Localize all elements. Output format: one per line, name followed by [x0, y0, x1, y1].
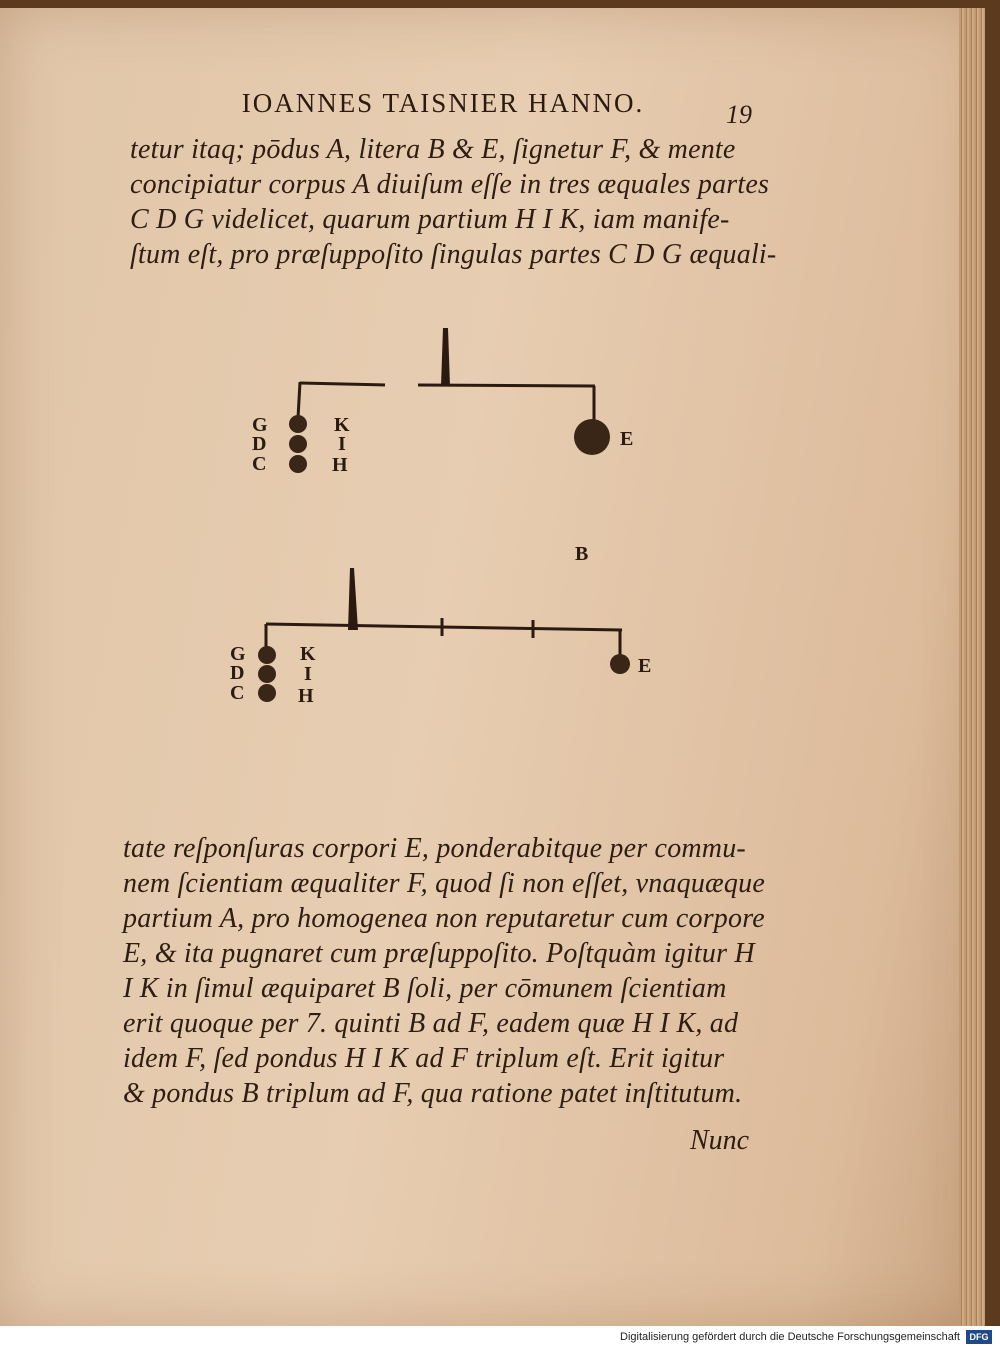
- footer-bar: [0, 1326, 1000, 1349]
- weight-c: [258, 684, 276, 702]
- string-left: [298, 382, 300, 418]
- label-d: D: [230, 662, 245, 684]
- footer-credit: Digitalisierung gefördert durch die Deutsche Forschungsgemeinschaft: [620, 1331, 960, 1343]
- label-i: I: [338, 433, 346, 455]
- text-line: E, & ita pugnaret cum præſuppoſito. Poſtquàm igitur H: [123, 938, 755, 969]
- beam-left: [300, 383, 385, 385]
- label-k: K: [300, 643, 316, 665]
- text-line: partium A, pro homogenea non reputaretur cum corpore: [123, 903, 765, 934]
- label-c: C: [252, 453, 267, 475]
- weight-d: [258, 665, 276, 683]
- fulcrum: [348, 568, 358, 630]
- weight-g: [289, 415, 307, 433]
- weight-e: [610, 654, 630, 674]
- balance-figure-1: [230, 308, 670, 488]
- dfg-logo-icon: DFG: [966, 1330, 992, 1344]
- page-number: 19: [726, 100, 752, 129]
- label-h: H: [298, 685, 314, 707]
- label-k: K: [334, 414, 350, 436]
- text-line: nem ſcientiam æqualiter F, quod ſi non eſſet, vnaquæque: [123, 868, 765, 899]
- catchword: Nunc: [690, 1125, 750, 1156]
- weight-g: [258, 646, 276, 664]
- weight-e: [574, 419, 610, 455]
- label-b: B: [575, 543, 589, 565]
- balance-figure-2: [220, 538, 680, 718]
- label-i: I: [304, 663, 312, 685]
- label-d: D: [252, 433, 267, 455]
- text-line: tate reſponſuras corpori E, ponderabitque per commu-: [123, 833, 746, 864]
- weight-c: [289, 455, 307, 473]
- paragraph-bottom: [123, 831, 765, 1111]
- paragraph-top: [130, 132, 776, 272]
- label-e: E: [638, 655, 652, 677]
- text-line: concipiatur corpus A diuiſum eſſe in tres æquales partes: [130, 169, 770, 200]
- text-line: tetur itaq; pōdus A, litera B & E, ſignetur F, & mente: [130, 134, 736, 165]
- page-edge: [959, 8, 985, 1326]
- text-line: idem F, ſed pondus H I K ad F triplum eſt. Erit igitur: [123, 1043, 725, 1074]
- label-e: E: [620, 428, 634, 450]
- balance-figure-1-drawing: [230, 308, 670, 488]
- running-head: IOANNES TAISNIER HANNO.: [241, 88, 645, 118]
- text-line: ſtum eſt, pro præſuppoſito ſingulas partes C D G æquali-: [130, 239, 777, 270]
- beam-right: [418, 385, 595, 386]
- text-line: I K in ſimul æquiparet B ſoli, per cōmunem ſcientiam: [123, 973, 727, 1004]
- weight-d: [289, 435, 307, 453]
- label-h: H: [332, 454, 348, 476]
- balance-figure-2-drawing: [220, 538, 680, 718]
- beam: [266, 624, 622, 630]
- text-line: erit quoque per 7. quinti B ad F, eadem quæ H I K, ad: [123, 1008, 739, 1039]
- label-g: G: [230, 643, 246, 665]
- label-g: G: [252, 414, 268, 436]
- fulcrum: [441, 328, 450, 386]
- book-page: [0, 8, 985, 1326]
- label-c: C: [230, 682, 245, 704]
- text-line: C D G videlicet, quarum partium H I K, iam manife-: [130, 204, 730, 235]
- text-line: & pondus B triplum ad F, qua ratione patet inſtitutum.: [123, 1078, 743, 1109]
